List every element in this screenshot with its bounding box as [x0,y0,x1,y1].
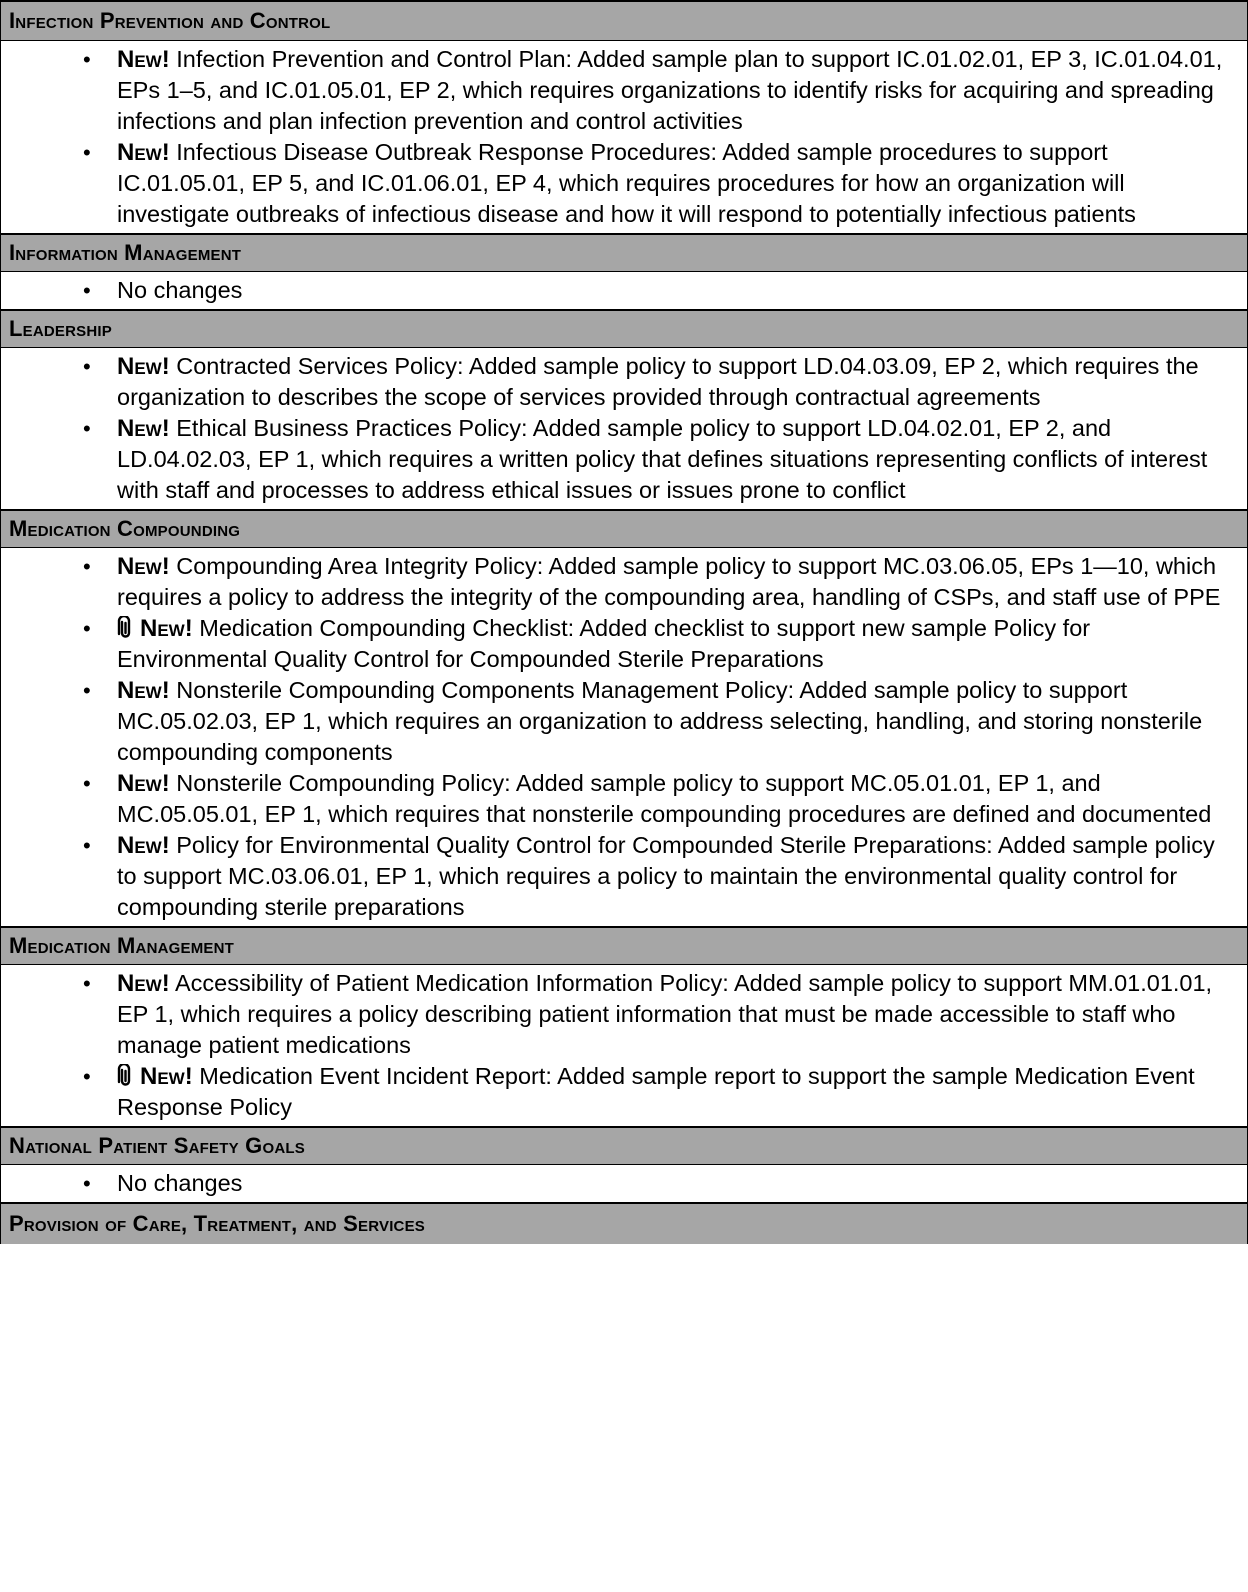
bullet-icon: • [83,554,91,579]
item-text: Infection Prevention and Control Plan: Added sample plan to support IC.01.02.01, EP 3, IC.01.04.01, EPs 1–5, and IC.01.05.01, EP 2, which requires organizations to identify risks for acquiring and spreading infections and plan infection prevention and control activities [117,46,1223,134]
item-text: No changes [117,1170,243,1196]
section-header [0,0,1248,40]
item-text: No changes [117,277,243,303]
section-title: Provision of Care, Treatment, and Services [9,1211,425,1236]
new-badge: New! [140,615,193,642]
bullet-icon: • [83,616,91,641]
section-title: Medication Management [9,933,235,958]
list-item [1,551,1247,613]
section-title: Leadership [9,316,112,341]
item-text: Infectious Disease Outbreak Response Procedures: Added sample procedures to support IC.01.05.01, EP 5, and IC.01.06.01, EP 4, which requires procedures for how an organization will investigate outbreaks of infectious disease and how it will respond to potentially infectious patients [117,139,1136,227]
new-badge: New! [117,46,170,73]
section-body [0,964,1248,1126]
new-badge: New! [117,970,170,997]
item-text: Ethical Business Practices Policy: Added sample policy to support LD.04.02.01, EP 2, and LD.04.02.03, EP 1, which requires a written policy that defines situations representing conflicts of interest with staff and processes to address ethical issues or issues prone to conflict [117,415,1208,503]
list-item [1,1061,1247,1123]
section-header [0,309,1248,347]
new-badge: New! [140,1063,193,1090]
bullet-icon: • [83,47,91,72]
section-header [0,1126,1248,1164]
paperclip-icon [117,616,134,640]
new-badge: New! [117,415,170,442]
list-item [1,613,1247,675]
section-header [0,509,1248,547]
new-badge: New! [117,353,170,380]
bullet-icon: • [83,1064,91,1089]
section-body [0,347,1248,509]
bullet-icon: • [83,140,91,165]
item-text: Accessibility of Patient Medication Information Policy: Added sample policy to support MM.01.01.01, EP 1, which requires a policy describing patient information that must be made accessible to staff who manage patient medications [117,970,1213,1058]
item-text: Contracted Services Policy: Added sample policy to support LD.04.03.09, EP 2, which requires the organization to describes the scope of services provided through contractual agreements [117,353,1199,410]
section-header [0,233,1248,271]
section-body [0,1164,1248,1202]
bullet-icon: • [83,833,91,858]
section-title: Infection Prevention and Control [9,8,331,33]
new-badge: New! [117,139,170,166]
bullet-icon: • [83,416,91,441]
section-body [0,547,1248,926]
section-title: Information Management [9,240,242,265]
bullet-icon: • [83,678,91,703]
list-item [1,830,1247,923]
new-badge: New! [117,770,170,797]
section-body [0,40,1248,233]
item-text: Medication Event Incident Report: Added sample report to support the sample Medication Event Response Policy [117,1063,1195,1120]
bullet-icon: • [83,278,91,303]
new-badge: New! [117,677,170,704]
list-item [1,968,1247,1061]
bullet-icon: • [83,1171,91,1196]
list-item [1,275,1247,306]
bullet-icon: • [83,971,91,996]
section-title: Medication Compounding [9,516,241,541]
section-body [0,271,1248,309]
item-text: Medication Compounding Checklist: Added checklist to support new sample Policy for Environmental Quality Control for Compounded Sterile Preparations [117,615,1091,672]
list-item [1,413,1247,506]
bullet-icon: • [83,771,91,796]
new-badge: New! [117,832,170,859]
list-item [1,768,1247,830]
bullet-icon: • [83,354,91,379]
section-title: National Patient Safety Goals [9,1133,305,1158]
list-item [1,1168,1247,1199]
list-item [1,137,1247,230]
list-item [1,44,1247,137]
item-text: Policy for Environmental Quality Control for Compounded Sterile Preparations: Added sample policy to support MC.03.06.01, EP 1, which requires a policy to maintain the environmental quality control for compounding sterile preparations [117,832,1215,920]
list-item [1,675,1247,768]
item-text: Nonsterile Compounding Policy: Added sample policy to support MC.05.01.01, EP 1, and MC.05.05.01, EP 1, which requires that nonsterile compounding procedures are defined and documented [117,770,1212,827]
section-header [0,926,1248,964]
section-header [0,1202,1248,1244]
new-badge: New! [117,553,170,580]
item-text: Compounding Area Integrity Policy: Added sample policy to support MC.03.06.05, EPs 1—10, which requires a policy to address the integrity of the compounding area, handling of CSPs, and staff use of PPE [117,553,1221,610]
item-text: Nonsterile Compounding Components Management Policy: Added sample policy to support MC.05.02.03, EP 1, which requires an organization to address selecting, handling, and storing nonsterile compounding components [117,677,1203,765]
list-item [1,351,1247,413]
paperclip-icon [117,1064,134,1088]
